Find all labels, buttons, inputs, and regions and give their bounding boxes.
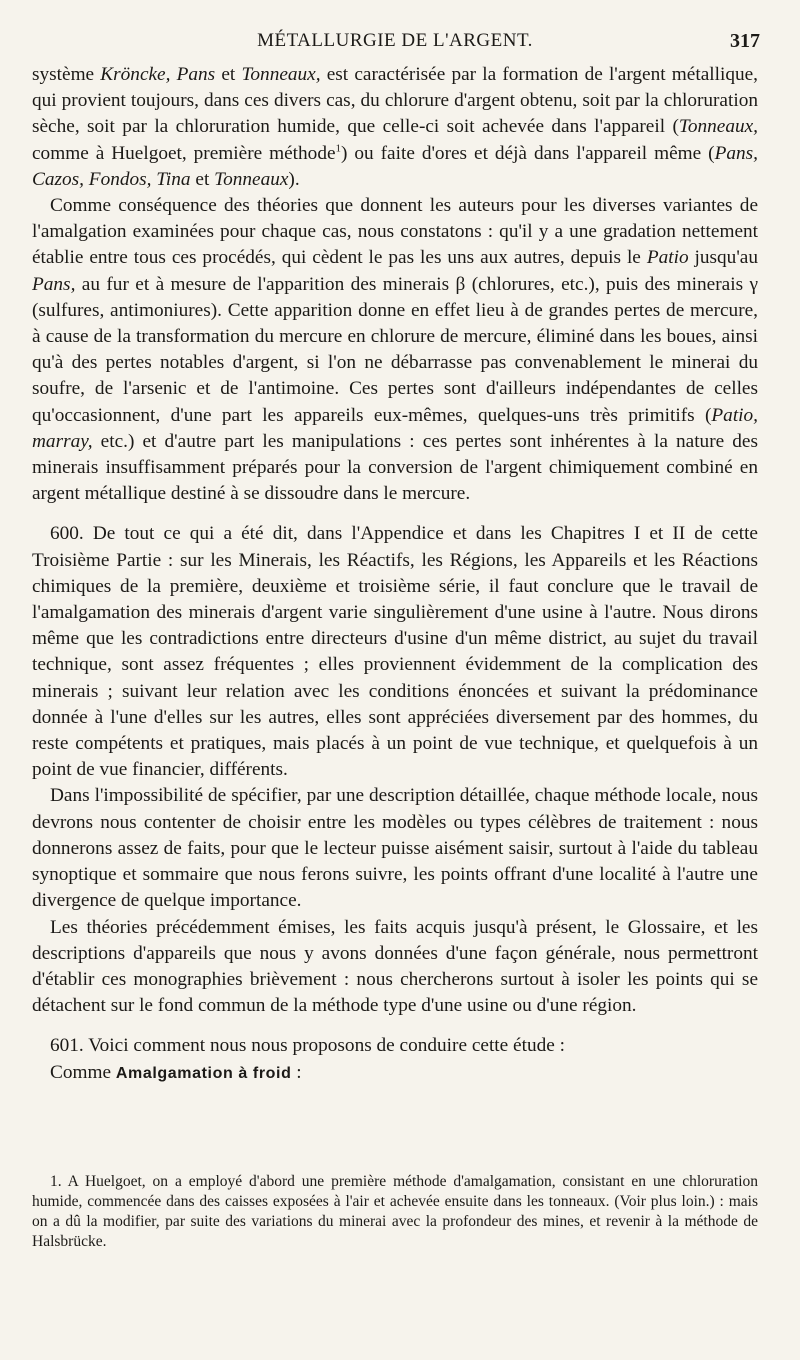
text-run: est caractérisée par la formation de l'argent métallique, qui provient toujours, dans ces divers cas, du chlorure d'argent obtenu, soit par la chloruration sèche, soit par la chloruration humide, que celle-ci soit achevée dans l'appareil ( <box>32 64 758 138</box>
page-body <box>32 62 758 1087</box>
page-number: 317 <box>730 30 760 52</box>
text-run: et <box>190 168 215 190</box>
italic-run: Tonneaux <box>214 168 289 190</box>
paragraph-continuation <box>32 62 758 193</box>
paragraph-consequence <box>32 193 758 507</box>
text-run: système <box>32 64 101 85</box>
italic-run: Tonneaux, <box>678 116 758 138</box>
running-title: MÉTALLURGIE DE L'ARGENT. <box>257 30 533 51</box>
footnote-ref: 1 <box>335 142 342 155</box>
text-run: Comme <box>50 1061 116 1083</box>
page-header <box>30 28 760 58</box>
text-run: A Huelgoet, on a employé d'abord une première méthode d'amalgamation, consistant en une chloruration humide, commencée dans des caisses exposées à l'air et achevée ensuite dans les tonneaux. (Voir plus loin.) : mais on a dû la modifier, par suite des variations du minerai avec la profondeur des mines, et revenir à la méthode de Halsbrücke. <box>32 1173 758 1250</box>
text-run: comme à Huelgoet, première méthode <box>32 142 336 164</box>
text-run: et <box>215 64 242 85</box>
text-run: ). <box>288 168 300 190</box>
text-run: etc.) et d'autre part les manipulations : ces pertes sont inhérentes à la nature des minerais insuffisamment préparés pour la conversion de l'argent chimiquement combiné en argent métallique destiné à se dissoudre dans le mercure. <box>32 430 758 505</box>
paragraph-601: 601. Voici comment nous nous proposons de conduire cette étude : <box>50 1035 565 1057</box>
italic-run: Tonneaux, <box>241 64 321 85</box>
paragraph-amalgamation-heading <box>32 1060 758 1087</box>
text-run: jusqu'au <box>688 247 758 269</box>
text-run: ) ou faite d'ores et déjà dans l'appareil même ( <box>341 142 715 164</box>
italic-run: Patio <box>646 247 689 269</box>
paragraph-theories: Les théories précédemment émises, les faits acquis jusqu'à présent, le Glossaire, et les descriptions d'appareils que nous y avons données d'une façon générale, nous permettront d'établir ces monographies brièvement : nous chercherons surtout à isoler les points qui se détachent sur le fond commun de la méthode type d'une usine ou d'une région. <box>32 916 758 1017</box>
text-run: : <box>291 1061 302 1083</box>
italic-run: Patio, marray, <box>32 404 758 452</box>
paragraph-600: 600. De tout ce qui a été dit, dans l'Appendice et dans les Chapitres I et II de cette Troisième Partie : sur les Minerais, les Réactifs, les Régions, les Appareils et les Réactions chimiques de la première, deuxième et troisième série, il faut conclure que le travail de l'amalgamation des minerais d'argent varie singulièrement d'une usine à l'autre. Nous dirons même que les contradictions entre directeurs d'usine d'un même district, au sujet du travail technique, sont assez fréquentes ; elles proviennent évidemment de la complication des minerais ; suivant leur relation avec les conditions énoncées et suivant la prédominance donnée à l'une d'elles sur les autres, elles sont appréciées diversement par des hommes, du reste compétents et pratiques, mais placés à un point de vue technique, et quelquefois à un point de vue financier, différents. <box>32 523 758 781</box>
footnote-number: 1. <box>50 1173 62 1190</box>
italic-run: Kröncke, Pans <box>100 64 216 85</box>
text-run: Comme conséquence des théories que donnent les auteurs pour les diverses variantes de l'amalgation examinées pour chaque cas, nous constatons : qu'il y a une gradation nettement établie entre tous ces procédés, qui cèdent le pas les uns aux autres, depuis le <box>32 195 758 269</box>
text-run: au fur et à mesure de l'apparition des minerais β (chlorures, etc.), puis des minerais γ (sulfures, antimoniures). Cette apparition donne en effet lieu à de grandes pertes de mercure, à cause de la transformation du mercure en chlorure de mercure, éliminé dans les boues, ainsi qu'à des pertes notables d'argent, si l'on ne débarrasse pas convenablement le minerai du soufre, de l'arsenic et de l'antimoine. Ces pertes sont d'ailleurs indépendantes de celles qu'occasionnent, d'une part les appareils eux-mêmes, quelques-uns très primitifs ( <box>32 273 758 426</box>
footnote-text <box>32 1172 758 1252</box>
footnote <box>32 1172 758 1252</box>
italic-run: Pans, Cazos, Fondos, Tina <box>32 142 758 190</box>
italic-run: Pans, <box>32 273 76 295</box>
paragraph-impossibility: Dans l'impossibilité de spécifier, par une description détaillée, chaque méthode locale, nous devrons nous contenter de choisir entre les modèles ou types célèbres de traitement : nous donnerons assez de faits, pour que le lecteur puisse aisément saisir, surtout à l'aide du tableau synoptique et sommaire que nous ferons suivre, les points offrant d'une localité à l'autre une divergence de quelque importance. <box>32 785 758 912</box>
section-heading: Amalgamation à froid <box>115 1064 292 1082</box>
